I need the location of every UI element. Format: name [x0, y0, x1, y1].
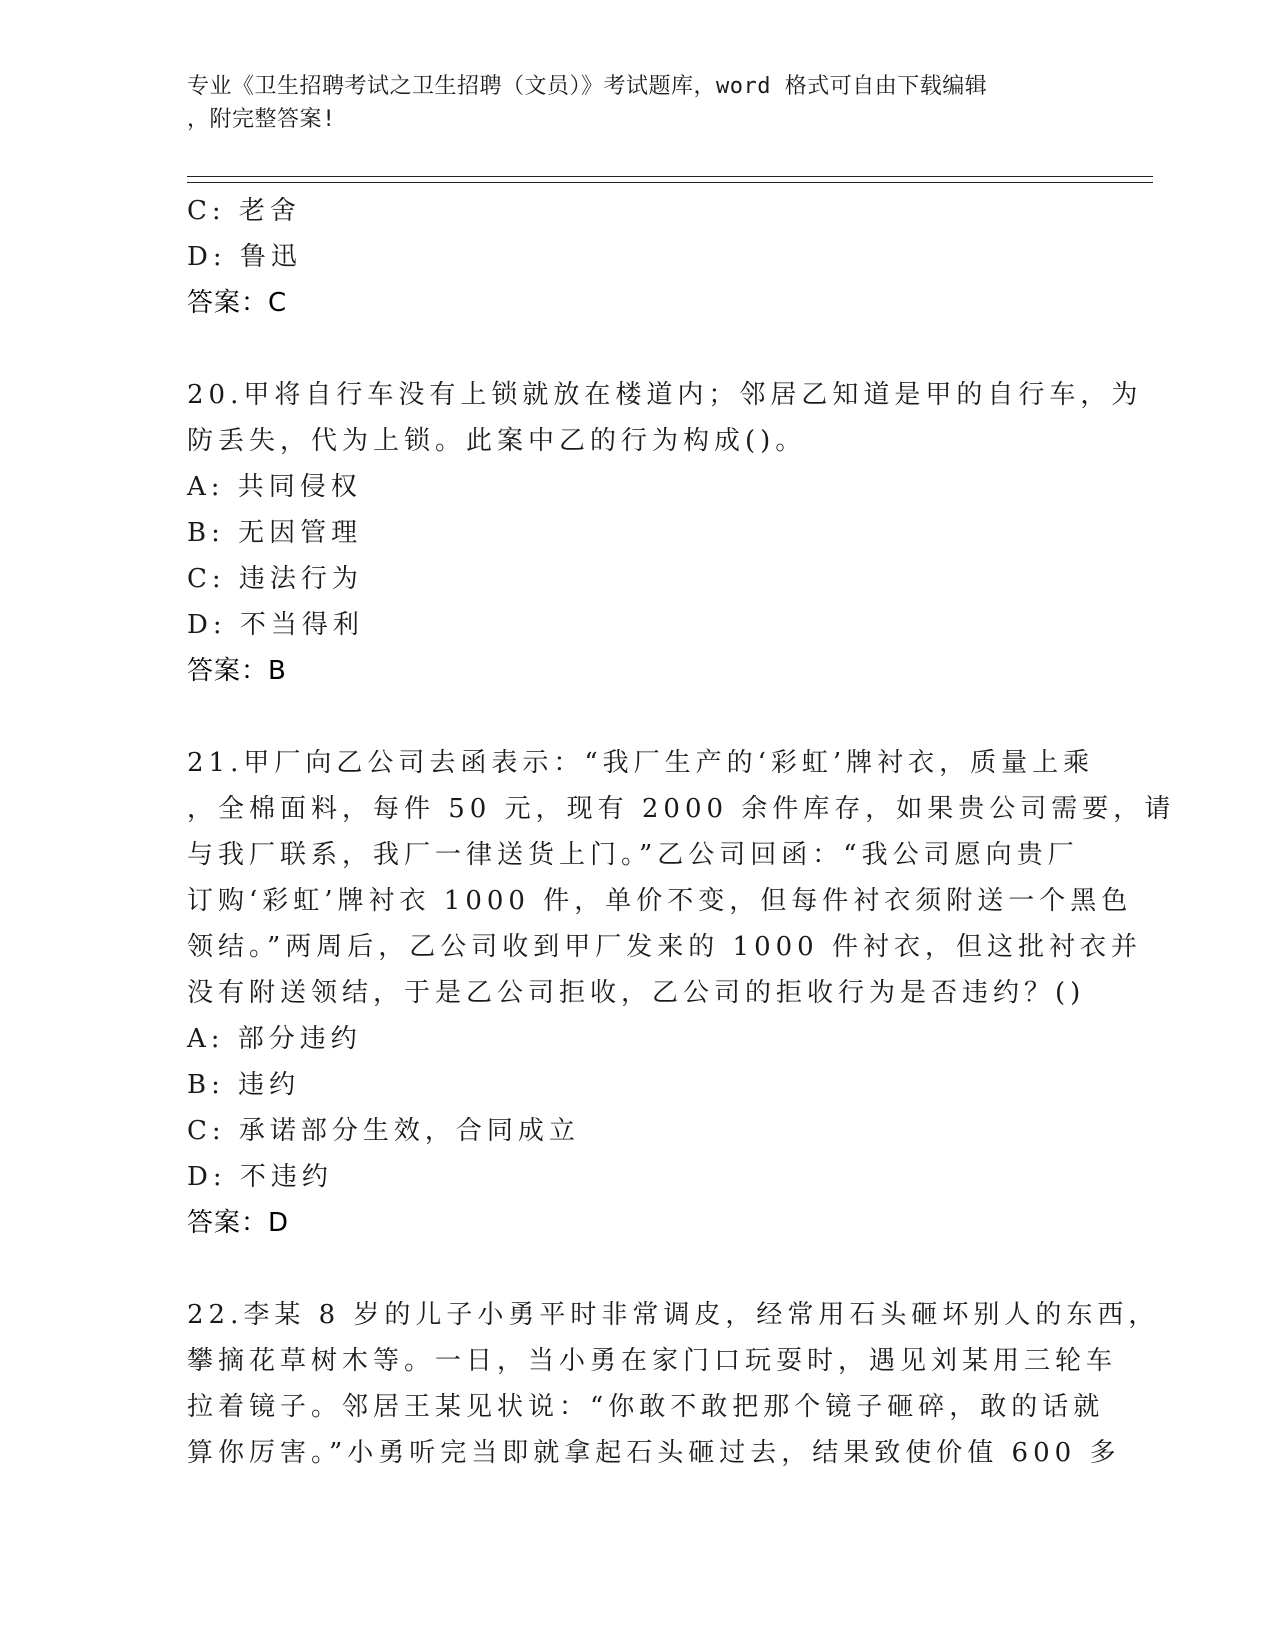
question-text: 算你厉害。”小勇听完当即就拿起石头砸过去，结果致使价值 600 多	[187, 1438, 1121, 1468]
option-c: C: 违法行为	[187, 564, 363, 594]
question-text: 拉着镜子。邻居王某见状说：“你敢不敢把那个镜子砸碎，敢的话就	[187, 1392, 1105, 1422]
option-b: B: 违约	[187, 1070, 301, 1100]
header-rule-bottom	[187, 182, 1153, 183]
question-text: 没有附送领结，于是乙公司拒收，乙公司的拒收行为是否违约？()	[187, 978, 1086, 1008]
answer: 答案：D	[187, 1208, 290, 1238]
option-a: A: 部分违约	[187, 1024, 362, 1054]
header-line-2: ，附完整答案!	[187, 107, 336, 132]
document-body	[187, 188, 1176, 1476]
question-text: 订购‘彩虹’牌衬衣 1000 件，单价不变，但每件衬衣须附送一个黑色	[187, 886, 1133, 916]
option-b: B: 无因管理	[187, 518, 363, 548]
question-20	[187, 372, 1143, 694]
question-text: 与我厂联系，我厂一律送货上门。”乙公司回函：“我公司愿向贵厂	[187, 840, 1079, 870]
question-19-tail	[187, 188, 1087, 326]
header-rule-top	[187, 176, 1153, 177]
option-d: D: 不违约	[187, 1162, 333, 1192]
question-text: 21.甲厂向乙公司去函表示：“我厂生产的‘彩虹’牌衬衣，质量上乘	[187, 748, 1095, 778]
option-c: C: 承诺部分生效，合同成立	[187, 1116, 580, 1146]
option-c: C: 老舍	[187, 196, 301, 226]
document-header	[187, 70, 1067, 136]
question-21	[187, 740, 1176, 1246]
header-line-1: 专业《卫生招聘考试之卫生招聘（文员）》考试题库，word 格式可自由下载编辑	[187, 74, 988, 99]
question-text: 22.李某 8 岁的儿子小勇平时非常调皮，经常用石头砸坏别人的东西，	[187, 1300, 1160, 1330]
question-text: 领结。”两周后，乙公司收到甲厂发来的 1000 件衬衣，但这批衬衣并	[187, 932, 1142, 962]
answer: 答案：B	[187, 656, 287, 686]
answer: 答案：C	[187, 288, 288, 318]
question-text: 攀摘花草树木等。一日，当小勇在家门口玩耍时，遇见刘某用三轮车	[187, 1346, 1118, 1376]
question-text: 20.甲将自行车没有上锁就放在楼道内；邻居乙知道是甲的自行车，为	[187, 380, 1143, 410]
question-22	[187, 1292, 1160, 1476]
option-d: D: 鲁迅	[187, 242, 302, 272]
question-text: 防丢失，代为上锁。此案中乙的行为构成()。	[187, 426, 807, 456]
option-a: A: 共同侵权	[187, 472, 362, 502]
option-d: D: 不当得利	[187, 610, 364, 640]
question-text: ，全棉面料，每件 50 元，现有 2000 余件库存，如果贵公司需要，请	[187, 794, 1176, 824]
